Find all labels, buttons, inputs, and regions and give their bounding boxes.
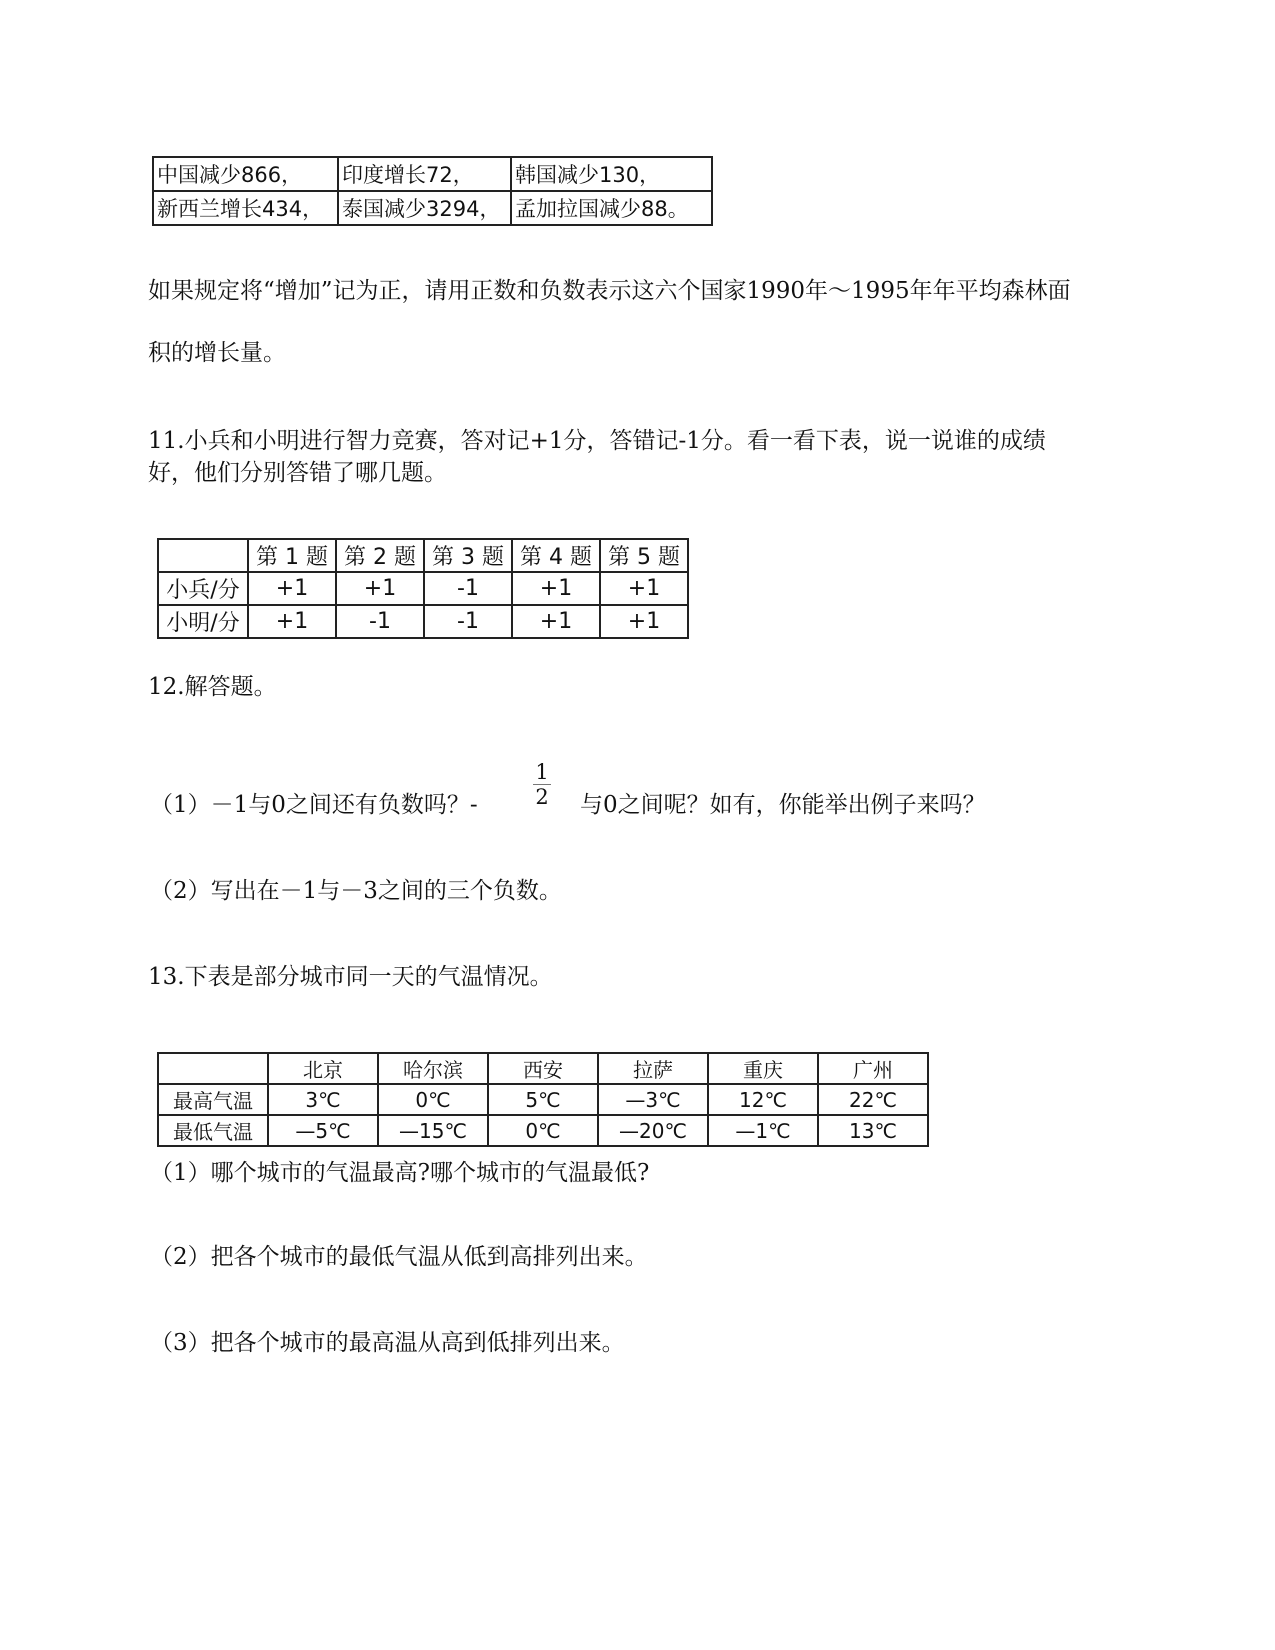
q13-part2: （2）把各个城市的最低气温从低到高排列出来。 [150, 1244, 648, 1270]
table-cell: 13℃ [818, 1115, 928, 1146]
table-header-row [158, 1053, 928, 1084]
table-cell: 最高气温 [158, 1084, 268, 1115]
q13-title: 13.下表是部分城市同一天的气温情况。 [148, 964, 553, 990]
table-cell: 最低气温 [158, 1115, 268, 1146]
q12-part1-before: （1）－1与0之间还有负数吗？- [150, 792, 478, 818]
table-row [158, 1084, 928, 1115]
table-cell: 小兵/分 [158, 572, 248, 605]
q12-title: 12.解答题。 [148, 674, 277, 700]
table-cell: +1 [512, 605, 600, 638]
table-cell: 22℃ [818, 1084, 928, 1115]
table-cell: +1 [600, 605, 688, 638]
table-row [158, 1115, 928, 1146]
table-header-cell [158, 1053, 268, 1084]
q12-part1-after: 与0之间呢？如有，你能举出例子来吗？ [580, 792, 986, 818]
fraction-denominator: 2 [535, 785, 549, 809]
table-header-cell: 第 3 题 [424, 539, 512, 572]
table-cell: —20℃ [598, 1115, 708, 1146]
intro-line-1: 如果规定将“增加”记为正，请用正数和负数表示这六个国家1990年～1995年年平均森林面 [148, 278, 1071, 304]
table-header-cell: 北京 [268, 1053, 378, 1084]
table-cell: —5℃ [268, 1115, 378, 1146]
intro-line-2: 积的增长量。 [148, 340, 286, 366]
table-cell: 新西兰增长434， [153, 191, 338, 225]
table-cell: -1 [336, 605, 424, 638]
fraction-numerator: 1 [535, 760, 549, 784]
quiz-score-table [157, 538, 689, 639]
table-header-cell: 拉萨 [598, 1053, 708, 1084]
q13-part3: （3）把各个城市的最高温从高到低排列出来。 [150, 1330, 625, 1356]
q12-part2: （2）写出在－1与－3之间的三个负数。 [150, 878, 562, 904]
table-header-cell [158, 539, 248, 572]
table-cell: 0℃ [378, 1084, 488, 1115]
table-row [158, 605, 688, 638]
table-cell: 小明/分 [158, 605, 248, 638]
table-header-cell: 广州 [818, 1053, 928, 1084]
q11-line-1: 11.小兵和小明进行智力竞赛，答对记+1分，答错记-1分。看一看下表，说一说谁的成绩 [148, 428, 1046, 454]
table-header-cell: 西安 [488, 1053, 598, 1084]
table-cell: 5℃ [488, 1084, 598, 1115]
table-cell: +1 [336, 572, 424, 605]
table-cell: 印度增长72， [338, 157, 511, 191]
fraction [531, 760, 553, 809]
table-header-row [158, 539, 688, 572]
table-header-cell: 第 2 题 [336, 539, 424, 572]
table-cell: -1 [424, 572, 512, 605]
table-row [153, 191, 712, 225]
table-row [153, 157, 712, 191]
table-cell: 孟加拉国减少88。 [511, 191, 712, 225]
table-cell: —3℃ [598, 1084, 708, 1115]
table-cell: 0℃ [488, 1115, 598, 1146]
table-cell: —15℃ [378, 1115, 488, 1146]
table-cell: —1℃ [708, 1115, 818, 1146]
table-header-cell: 哈尔滨 [378, 1053, 488, 1084]
table-cell: 泰国减少3294， [338, 191, 511, 225]
forest-change-table [152, 156, 713, 226]
table-cell: 12℃ [708, 1084, 818, 1115]
temperature-table [157, 1052, 929, 1147]
table-row [158, 572, 688, 605]
table-header-cell: 第 5 题 [600, 539, 688, 572]
table-cell: +1 [248, 605, 336, 638]
table-header-cell: 第 4 题 [512, 539, 600, 572]
table-header-cell: 第 1 题 [248, 539, 336, 572]
table-cell: +1 [512, 572, 600, 605]
table-cell: -1 [424, 605, 512, 638]
q13-part1: （1）哪个城市的气温最高?哪个城市的气温最低? [150, 1160, 650, 1186]
table-cell: 韩国减少130， [511, 157, 712, 191]
table-header-cell: 重庆 [708, 1053, 818, 1084]
q11-line-2: 好，他们分别答错了哪几题。 [148, 460, 447, 486]
table-cell: 3℃ [268, 1084, 378, 1115]
table-cell: 中国减少866， [153, 157, 338, 191]
table-cell: +1 [248, 572, 336, 605]
table-cell: +1 [600, 572, 688, 605]
